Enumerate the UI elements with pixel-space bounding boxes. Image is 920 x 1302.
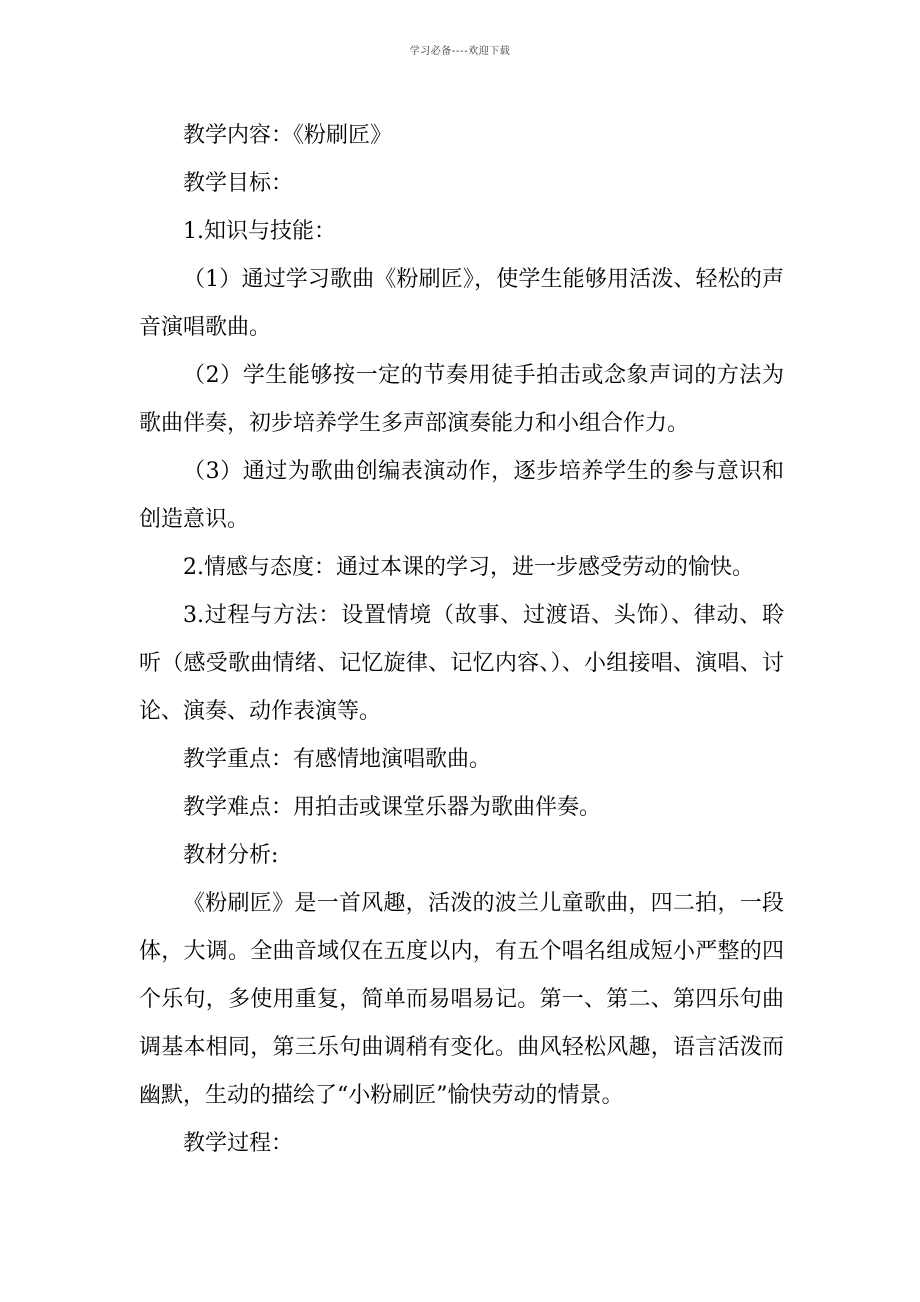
paragraph-goal-3: （3）通过为歌曲创编表演动作，逐步培养学生的参与意识和创造意识。	[139, 459, 784, 532]
page-header: 学习必备----欢迎下载	[409, 46, 511, 57]
document-body	[139, 112, 784, 1168]
paragraph-knowledge-skills: 1.知识与技能：	[183, 219, 336, 244]
paragraph-teaching-goals: 教学目标：	[183, 171, 294, 196]
paragraph-difficulty: 教学难点：用拍击或课堂乐器为歌曲伴奏。	[183, 795, 602, 820]
paragraph-goal-2: （2）学生能够按一定的节奏用徒手拍击或念象声词的方法为歌曲伴奏，初步培养学生多声部演奏能力和小组合作力。	[139, 363, 784, 436]
paragraph-key-point: 教学重点：有感情地演唱歌曲。	[183, 747, 492, 772]
paragraph-teaching-content: 教学内容：《粉刷匠》	[183, 123, 393, 148]
paragraph-process-method: 3.过程与方法：设置情境（故事、过渡语、头饰）、律动、聆听（感受歌曲情绪、记忆旋律、记忆内容、）、小组接唱、演唱、讨论、演奏、动作表演等。	[139, 603, 784, 724]
paragraph-goal-1: （1）通过学习歌曲《粉刷匠》，使学生能够用活泼、轻松的声音演唱歌曲。	[139, 267, 784, 340]
paragraph-material-analysis-heading: 教材分析:	[183, 843, 279, 868]
paragraph-teaching-process: 教学过程：	[183, 1131, 294, 1156]
paragraph-emotion-attitude: 2.情感与态度：通过本课的学习，进一步感受劳动的愉快。	[183, 555, 754, 580]
paragraph-material-analysis: 《粉刷匠》是一首风趣，活泼的波兰儿童歌曲，四二拍，一段体，大调。全曲音域仅在五度以内，有五个唱名组成短小严整的四个乐句，多使用重复，简单而易唱易记。第一、第二、第四乐句曲调基本相同，第三乐句曲调稍有变化。曲风轻松风趣，语言活泼而幽默，生动的描绘了“小粉刷匠”愉快劳动的情景。	[139, 891, 784, 1108]
